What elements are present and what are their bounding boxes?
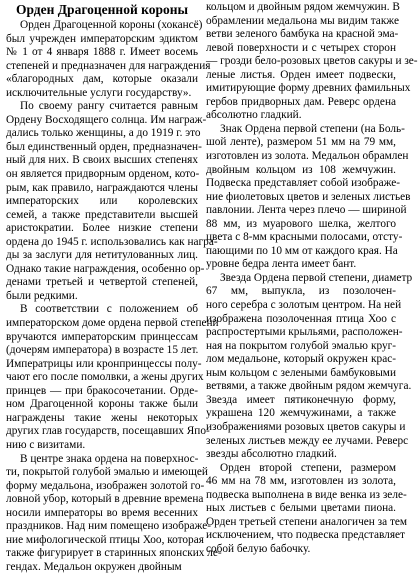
- text-line: нию с визитами.: [6, 439, 198, 453]
- text-line: В соответствии с положением об: [6, 303, 198, 317]
- text-line: императорском доме ордена первой степени: [6, 317, 198, 331]
- text-line: павлонии. Лента через плечо — шириной: [206, 204, 396, 218]
- text-line: ловной убор, который в древние времена: [6, 493, 198, 507]
- text-line: исключительные услуги государству».: [6, 87, 198, 101]
- paragraph: [6, 303, 198, 452]
- text-line: украшена 120 жемчужинами, а также: [206, 407, 396, 421]
- paragraph: [6, 453, 198, 574]
- text-line: ордена до 1945 г. использовались как награ-: [6, 236, 198, 250]
- text-line: императорских или королевских: [6, 195, 198, 209]
- text-line: был учрежден императорским эдиктом: [6, 33, 198, 47]
- text-line: изображена позолоченная птица Хоо с: [206, 313, 396, 327]
- text-line: были редкими.: [6, 290, 198, 304]
- article-title: Орден Драгоценной короны: [6, 1, 198, 19]
- text-line: других глав государств, посещавших Япо-: [6, 425, 198, 439]
- text-line: двойным кольцом из 108 жемчужин.: [206, 164, 396, 178]
- text-line: изображениями розовых цветов сакуры и: [206, 421, 396, 435]
- text-line: (дочерям императора) в возрасте 15 лет.: [6, 344, 198, 358]
- text-line: Однако такие награждения, особенно ор-: [6, 263, 198, 277]
- text-line: ние фиолетовых цветов и зеленых листьев: [206, 191, 396, 205]
- text-line: Орден третьей степени аналогичен за тем: [206, 516, 396, 530]
- text-line: По своему рангу считается равным: [6, 100, 198, 114]
- text-line: ды за заслуги для нетитулованных лиц.: [6, 249, 198, 263]
- left-column: [6, 1, 198, 574]
- text-line: Императрицы или кронпринцессы полу-: [6, 358, 198, 372]
- text-line: пающими по 10 мм от каждого края. На: [206, 245, 396, 259]
- text-line: Знак Ордена первой степени (на Боль-: [206, 123, 396, 137]
- text-line: шой ленте), размером 51 мм на 79 мм,: [206, 136, 396, 150]
- text-line: распростертыми крыльями, расположен-: [206, 326, 396, 340]
- text-line: он является придворным орденом, кото-: [6, 168, 198, 182]
- text-line: аристократии. Более низкие степени: [6, 222, 198, 236]
- text-line: вручаются императорским принцессам: [6, 331, 198, 345]
- text-line: собой белую бабочку.: [206, 543, 396, 557]
- text-line: абсолютно гладкий.: [206, 109, 396, 123]
- text-line: лом медальоне, который окружен крас-: [206, 353, 396, 367]
- text-line: награждены такие жены некоторых: [6, 412, 198, 426]
- text-line: степеней и предназначен для награждения: [6, 60, 198, 74]
- text-line: носили императоры во время весенних: [6, 507, 198, 521]
- text-line: Звезда имеет пятиконечную форму,: [206, 394, 396, 408]
- text-line: был единственный орден, предназначен-: [6, 141, 198, 155]
- text-line: гендах. Медальон окружен двойным: [6, 561, 198, 574]
- text-line: звезды абсолютно гладкий.: [206, 448, 396, 462]
- text-line: левой поверхности и с четырех сторон: [206, 42, 396, 56]
- text-line: кольцом и двойным рядом жемчужин. В: [206, 1, 396, 15]
- text-line: изготовлен из золота. Медальон обрамлен: [206, 150, 396, 164]
- text-line: ном Драгоценной короны также были: [6, 398, 198, 412]
- text-line: чают его после помолвки, а жены других: [6, 371, 198, 385]
- text-line: зеленых листьев между ее лучами. Реверс: [206, 435, 396, 449]
- text-line: обрамлении медальона мы видим также: [206, 15, 396, 29]
- text-line: «благородных дам, которые оказали: [6, 73, 198, 87]
- text-line: форму медальона, изображен золотой го-: [6, 480, 198, 494]
- paragraph: [206, 1, 396, 123]
- text-line: семей, а также представители высшей: [6, 209, 198, 223]
- paragraph: [206, 272, 396, 462]
- text-line: ветвями, а также двойным рядом жемчуга.: [206, 380, 396, 394]
- text-line: исключением, что подвеска представляет: [206, 529, 396, 543]
- paragraph: [206, 123, 396, 272]
- text-line: ветви зеленого бамбука на красной эма-: [206, 28, 396, 42]
- text-line: имитирующие форму древних фамильных: [206, 82, 396, 96]
- paragraph: [6, 19, 198, 100]
- text-line: — грозди бело-розовых цветов сакуры и зе-: [206, 55, 396, 69]
- text-line: ных листьев с белыми цветами пиона.: [206, 502, 396, 516]
- text-line: 67 мм, выпукла, из позолочен-: [206, 285, 396, 299]
- text-line: принцев — при бракосочетании. Орде-: [6, 385, 198, 399]
- text-line: ный для них. В своих высших степенях: [6, 154, 198, 168]
- text-line: Орден второй степени, размером: [206, 462, 396, 476]
- text-line: Звезда Ордена первой степени, диаметр: [206, 272, 396, 286]
- text-line: гербов придворных дам. Реверс ордена: [206, 96, 396, 110]
- paragraph: [206, 462, 396, 557]
- text-line: 88 мм, из муарового шелка, желтого: [206, 218, 396, 232]
- paragraph: [6, 100, 198, 303]
- text-line: дались только женщины, а до 1919 г. это: [6, 127, 198, 141]
- text-line: Подвеска представляет собой изображе-: [206, 177, 396, 191]
- text-line: леные листья. Орден имеет подвески,: [206, 69, 396, 83]
- text-line: В центре знака ордена на поверхнос-: [6, 453, 198, 467]
- right-column: [206, 1, 396, 556]
- text-line: Орден Драгоценной короны (хокансё): [6, 19, 198, 33]
- text-line: ти, покрытой голубой эмалью и имеющей: [6, 466, 198, 480]
- text-line: ным кольцом с зелеными бамбуковыми: [206, 367, 396, 381]
- text-line: 46 мм на 78 мм, изготовлен из золота,: [206, 475, 396, 489]
- text-line: ного серебра с золотым центром. На ней: [206, 299, 396, 313]
- text-line: ние мифологической птицы Хоо, которая: [6, 534, 198, 548]
- text-line: Ордену Восходящего солнца. Им награж-: [6, 114, 198, 128]
- text-line: праздников. Над ним помещено изображе-: [6, 520, 198, 534]
- text-line: № 1 от 4 января 1888 г. Имеет восемь: [6, 46, 198, 60]
- text-line: рым, как правило, награждаются члены: [6, 182, 198, 196]
- text-line: также фигурирует в старинных японских ле-: [6, 547, 198, 561]
- text-line: ная на покрытом голубой эмалью круг-: [206, 340, 396, 354]
- text-line: подвеска выполнена в виде венка из зеле-: [206, 489, 396, 503]
- text-line: денами третьей и четвертой степеней,: [6, 276, 198, 290]
- text-line: уровне бедра лента имеет бант.: [206, 258, 396, 272]
- text-line: цвета с 8-мм красными полосами, отсту-: [206, 231, 396, 245]
